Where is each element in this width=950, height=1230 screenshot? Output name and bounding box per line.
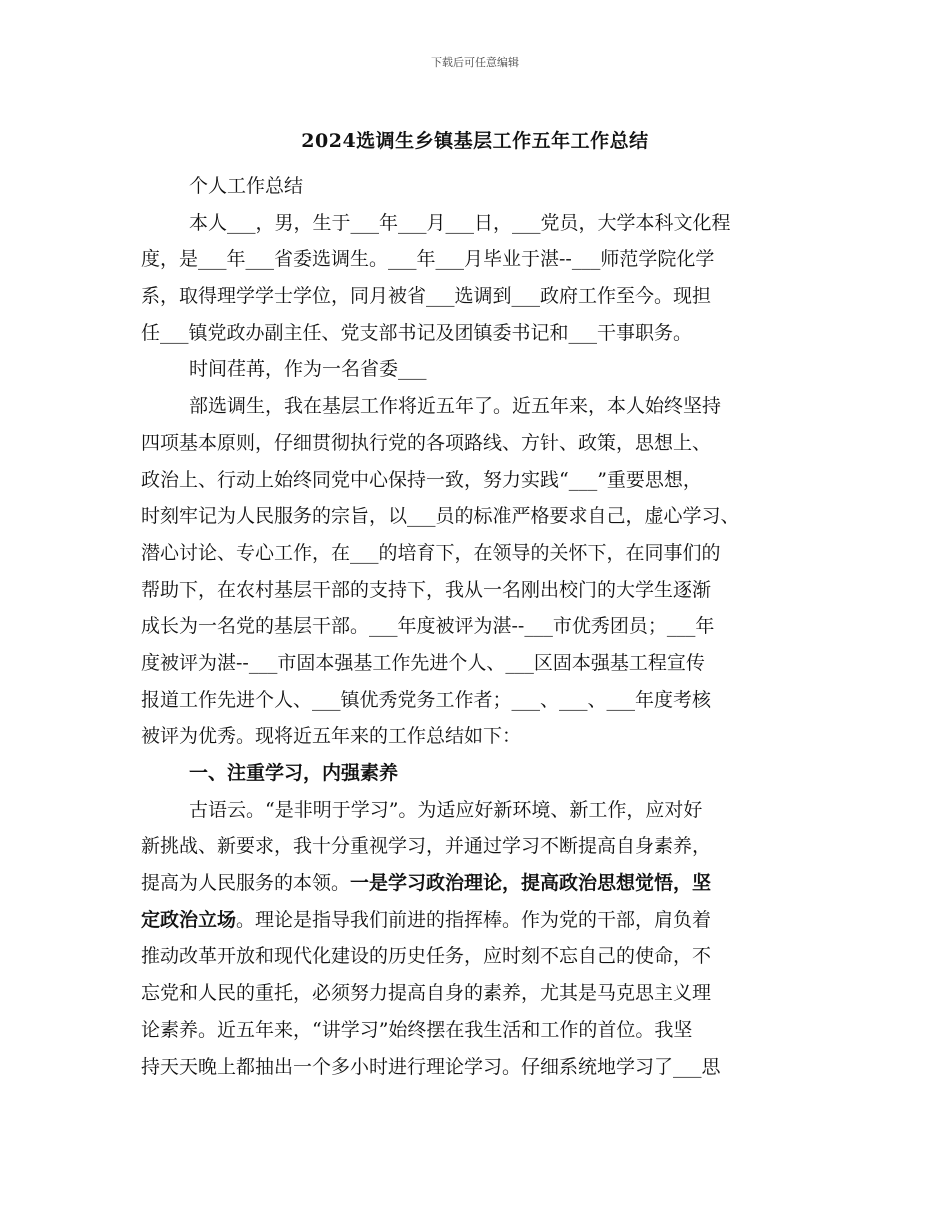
- text-run: 报道工作先进个人、___镇优秀党务工作者；___、___、___年度考核: [141, 688, 712, 711]
- text-run: 新挑战、新要求，我十分重视学习，并通过学习不断提高自身素养，: [141, 835, 712, 858]
- text-run: 论素养。近五年来，“讲学习”始终摆在我生活和工作的首位。我坚: [141, 1018, 693, 1041]
- body-text-line: [141, 168, 811, 205]
- body-text-line: [141, 241, 811, 278]
- body-text-line: [141, 975, 811, 1012]
- body-text-line: [141, 792, 811, 829]
- text-run: 系，取得理学学士学位，同月被省___选调到___政府工作至今。现担: [141, 285, 712, 308]
- page-header-note: 下载后可任意编辑: [431, 56, 519, 69]
- document-body: [141, 168, 811, 1085]
- body-text-line: [141, 865, 811, 902]
- body-text-line: [141, 498, 811, 535]
- text-run: 帮助下，在农村基层干部的支持下，我从一名刚出校门的大学生逐渐: [141, 578, 712, 601]
- body-text-line: [141, 278, 811, 315]
- text-run: 四项基本原则，仔细贯彻执行党的各项路线、方针、政策，思想上、: [141, 431, 712, 454]
- text-run: 忘党和人民的重托，必须努力提高自身的素养，尤其是马克思主义理: [141, 982, 712, 1005]
- body-text-line: [141, 535, 811, 572]
- body-text-line: [141, 1049, 811, 1086]
- body-text-line: [141, 718, 811, 755]
- text-run: 时间荏苒，作为一名省委___: [189, 358, 427, 381]
- body-text-line: [141, 938, 811, 975]
- text-run: 个人工作总结: [189, 175, 304, 197]
- text-run: 。理论是指导我们前进的指挥棒。作为党的干部，肩负着: [236, 908, 712, 931]
- body-text-line: [141, 425, 811, 462]
- text-run: 政治上、行动上始终同党中心保持一致，努力实践“___”重要思想，: [141, 468, 702, 491]
- body-text-line: [141, 1012, 811, 1049]
- text-run: 古语云。“是非明于学习”。为适应好新环境、新工作，应对好: [189, 798, 703, 821]
- text-run: 部选调生，我在基层工作将近五年了。近五年来，本人始终坚持: [189, 395, 722, 418]
- text-run: 一、注重学习，内强素养: [189, 762, 399, 784]
- text-run: 任___镇党政办副主任、党支部书记及团镇委书记和___干事职务。: [141, 321, 693, 344]
- body-text-line: [141, 608, 811, 645]
- body-text-line: [141, 902, 811, 939]
- document-title: 2024选调生乡镇基层工作五年工作总结: [301, 130, 649, 152]
- text-run: 度被评为湛--___市固本强基工作先进个人、___区固本强基工程宣传: [141, 651, 705, 674]
- body-text-line: [141, 828, 811, 865]
- text-run: 推动改革开放和现代化建设的历史任务，应时刻不忘自己的使命，不: [141, 945, 712, 968]
- body-text-line: [141, 572, 811, 609]
- text-run: 潜心讨论、专心工作，在___的培育下，在领导的关怀下，在同事们的: [141, 541, 721, 564]
- body-text-line: [141, 462, 811, 499]
- text-run: 本人___，男，生于___年___月___日，___党员，大学本科文化程: [189, 211, 731, 234]
- text-run: 度，是___年___省委选调生。___年___月毕业于湛--___师范学院化学: [141, 248, 715, 271]
- body-text-line: [141, 645, 811, 682]
- text-run: 持天天晚上都抽出一个多小时进行理论学习。仔细系统地学习了___思: [141, 1055, 721, 1078]
- text-run: 时刻牢记为人民服务的宗旨，以___员的标准严格要求自己，虚心学习、: [141, 505, 740, 528]
- bold-text-run: 一是学习政治理论，提高政治思想觉悟，坚: [350, 872, 712, 895]
- text-run: 被评为优秀。现将近五年来的工作总结如下：: [141, 725, 522, 748]
- section-heading: [141, 755, 811, 792]
- text-run: 提高为人民服务的本领。: [141, 872, 351, 895]
- bold-text-run: 定政治立场: [141, 908, 237, 931]
- text-run: 成长为一名党的基层干部。___年度被评为湛--___市优秀团员；___年: [141, 615, 715, 638]
- body-text-line: [141, 351, 811, 388]
- body-text-line: [141, 682, 811, 719]
- body-text-line: [141, 388, 811, 425]
- body-text-line: [141, 315, 811, 352]
- body-text-line: [141, 205, 811, 242]
